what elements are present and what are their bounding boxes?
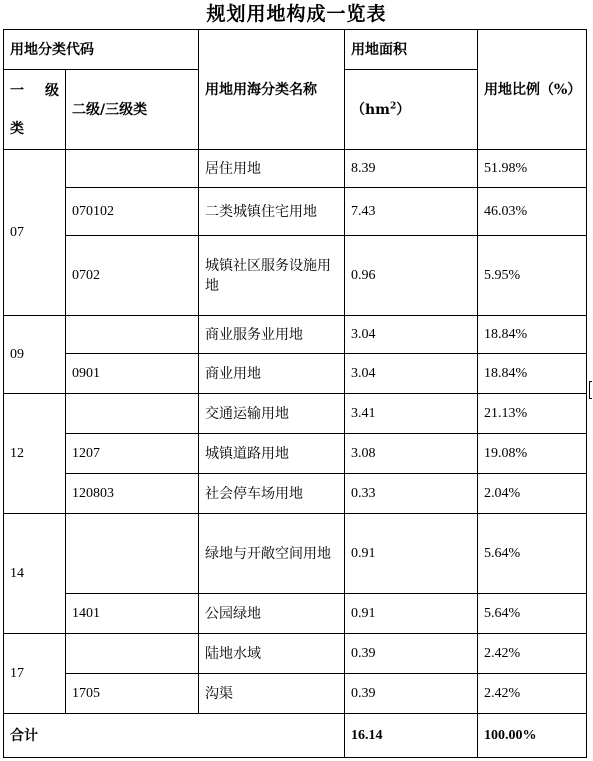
ratio-cell: 5.64%	[478, 594, 587, 634]
ratio-cell: 5.64%	[478, 514, 587, 594]
level23-code-cell	[66, 394, 199, 434]
table-row	[4, 594, 587, 634]
area-cell: 0.39	[345, 674, 478, 714]
area-cell: 8.39	[345, 150, 478, 188]
area-cell: 7.43	[345, 188, 478, 236]
header-area-unit	[345, 70, 478, 150]
ratio-cell: 21.13%	[478, 394, 587, 434]
total-area: 16.14	[345, 714, 478, 758]
level23-code-cell: 070102	[66, 188, 199, 236]
table-row	[4, 354, 587, 394]
area-cell: 0.96	[345, 236, 478, 316]
area-cell: 3.04	[345, 354, 478, 394]
level1-code-cell: 07	[4, 150, 66, 316]
header-level1-char1: 一	[10, 82, 24, 99]
header-area: 用地面积	[345, 30, 478, 70]
category-name-cell: 居住用地	[199, 150, 345, 188]
level23-code-cell: 0702	[66, 236, 199, 316]
header-name: 用地用海分类名称	[199, 30, 345, 150]
ratio-cell: 5.95%	[478, 236, 587, 316]
header-level1-char3: 类	[10, 120, 24, 137]
table-row	[4, 236, 587, 316]
level1-code-cell: 12	[4, 394, 66, 514]
level23-code-cell	[66, 634, 199, 674]
area-cell: 3.04	[345, 316, 478, 354]
table-row	[4, 514, 587, 594]
header-row	[4, 30, 587, 70]
category-name-cell: 二类城镇住宅用地	[199, 188, 345, 236]
total-ratio: 100.00%	[478, 714, 587, 758]
area-cell: 3.41	[345, 394, 478, 434]
level1-code-cell: 17	[4, 634, 66, 714]
header-level1	[4, 70, 66, 150]
level23-code-cell	[66, 316, 199, 354]
ratio-cell: 2.42%	[478, 674, 587, 714]
area-cell: 0.39	[345, 634, 478, 674]
header-area-unit-close: ）	[396, 101, 411, 118]
land-use-table	[3, 29, 587, 758]
page-edge-mark	[589, 381, 592, 399]
category-name-cell: 城镇道路用地	[199, 434, 345, 474]
total-row	[4, 714, 587, 758]
category-name-cell: 沟渠	[199, 674, 345, 714]
header-level23: 二级/三级类	[66, 70, 199, 150]
total-label: 合计	[4, 714, 345, 758]
category-name-cell: 商业用地	[199, 354, 345, 394]
table-row	[4, 434, 587, 474]
category-name-cell: 交通运输用地	[199, 394, 345, 434]
category-name-cell: 社会停车场用地	[199, 474, 345, 514]
level23-code-cell: 1705	[66, 674, 199, 714]
table-row	[4, 316, 587, 354]
page-title: 规划用地构成一览表	[206, 3, 387, 25]
table-row	[4, 474, 587, 514]
ratio-cell: 19.08%	[478, 434, 587, 474]
table-row	[4, 188, 587, 236]
table-row	[4, 394, 587, 434]
category-name-cell: 城镇社区服务设施用地	[199, 236, 345, 316]
ratio-cell: 2.42%	[478, 634, 587, 674]
level23-code-cell	[66, 150, 199, 188]
ratio-cell: 2.04%	[478, 474, 587, 514]
header-level1-char2: 级	[45, 82, 59, 99]
level23-code-cell: 120803	[66, 474, 199, 514]
header-code-group: 用地分类代码	[4, 30, 199, 70]
area-cell: 0.91	[345, 594, 478, 634]
level23-code-cell: 0901	[66, 354, 199, 394]
level1-code-cell: 14	[4, 514, 66, 634]
ratio-cell: 18.84%	[478, 316, 587, 354]
ratio-cell: 46.03%	[478, 188, 587, 236]
category-name-cell: 商业服务业用地	[199, 316, 345, 354]
ratio-cell: 51.98%	[478, 150, 587, 188]
header-ratio: 用地比例（%）	[478, 30, 587, 150]
level23-code-cell: 1207	[66, 434, 199, 474]
level23-code-cell	[66, 514, 199, 594]
area-cell: 0.33	[345, 474, 478, 514]
category-name-cell: 陆地水域	[199, 634, 345, 674]
category-name-cell: 绿地与开敞空间用地	[199, 514, 345, 594]
ratio-cell: 18.84%	[478, 354, 587, 394]
level23-code-cell: 1401	[66, 594, 199, 634]
header-area-unit-sup: 2	[390, 100, 397, 111]
table-row	[4, 634, 587, 674]
category-name-cell: 公园绿地	[199, 594, 345, 634]
level1-code-cell: 09	[4, 316, 66, 394]
table-row	[4, 150, 587, 188]
area-cell: 0.91	[345, 514, 478, 594]
table-row	[4, 674, 587, 714]
area-cell: 3.08	[345, 434, 478, 474]
header-area-unit-open: （hm	[351, 101, 390, 118]
